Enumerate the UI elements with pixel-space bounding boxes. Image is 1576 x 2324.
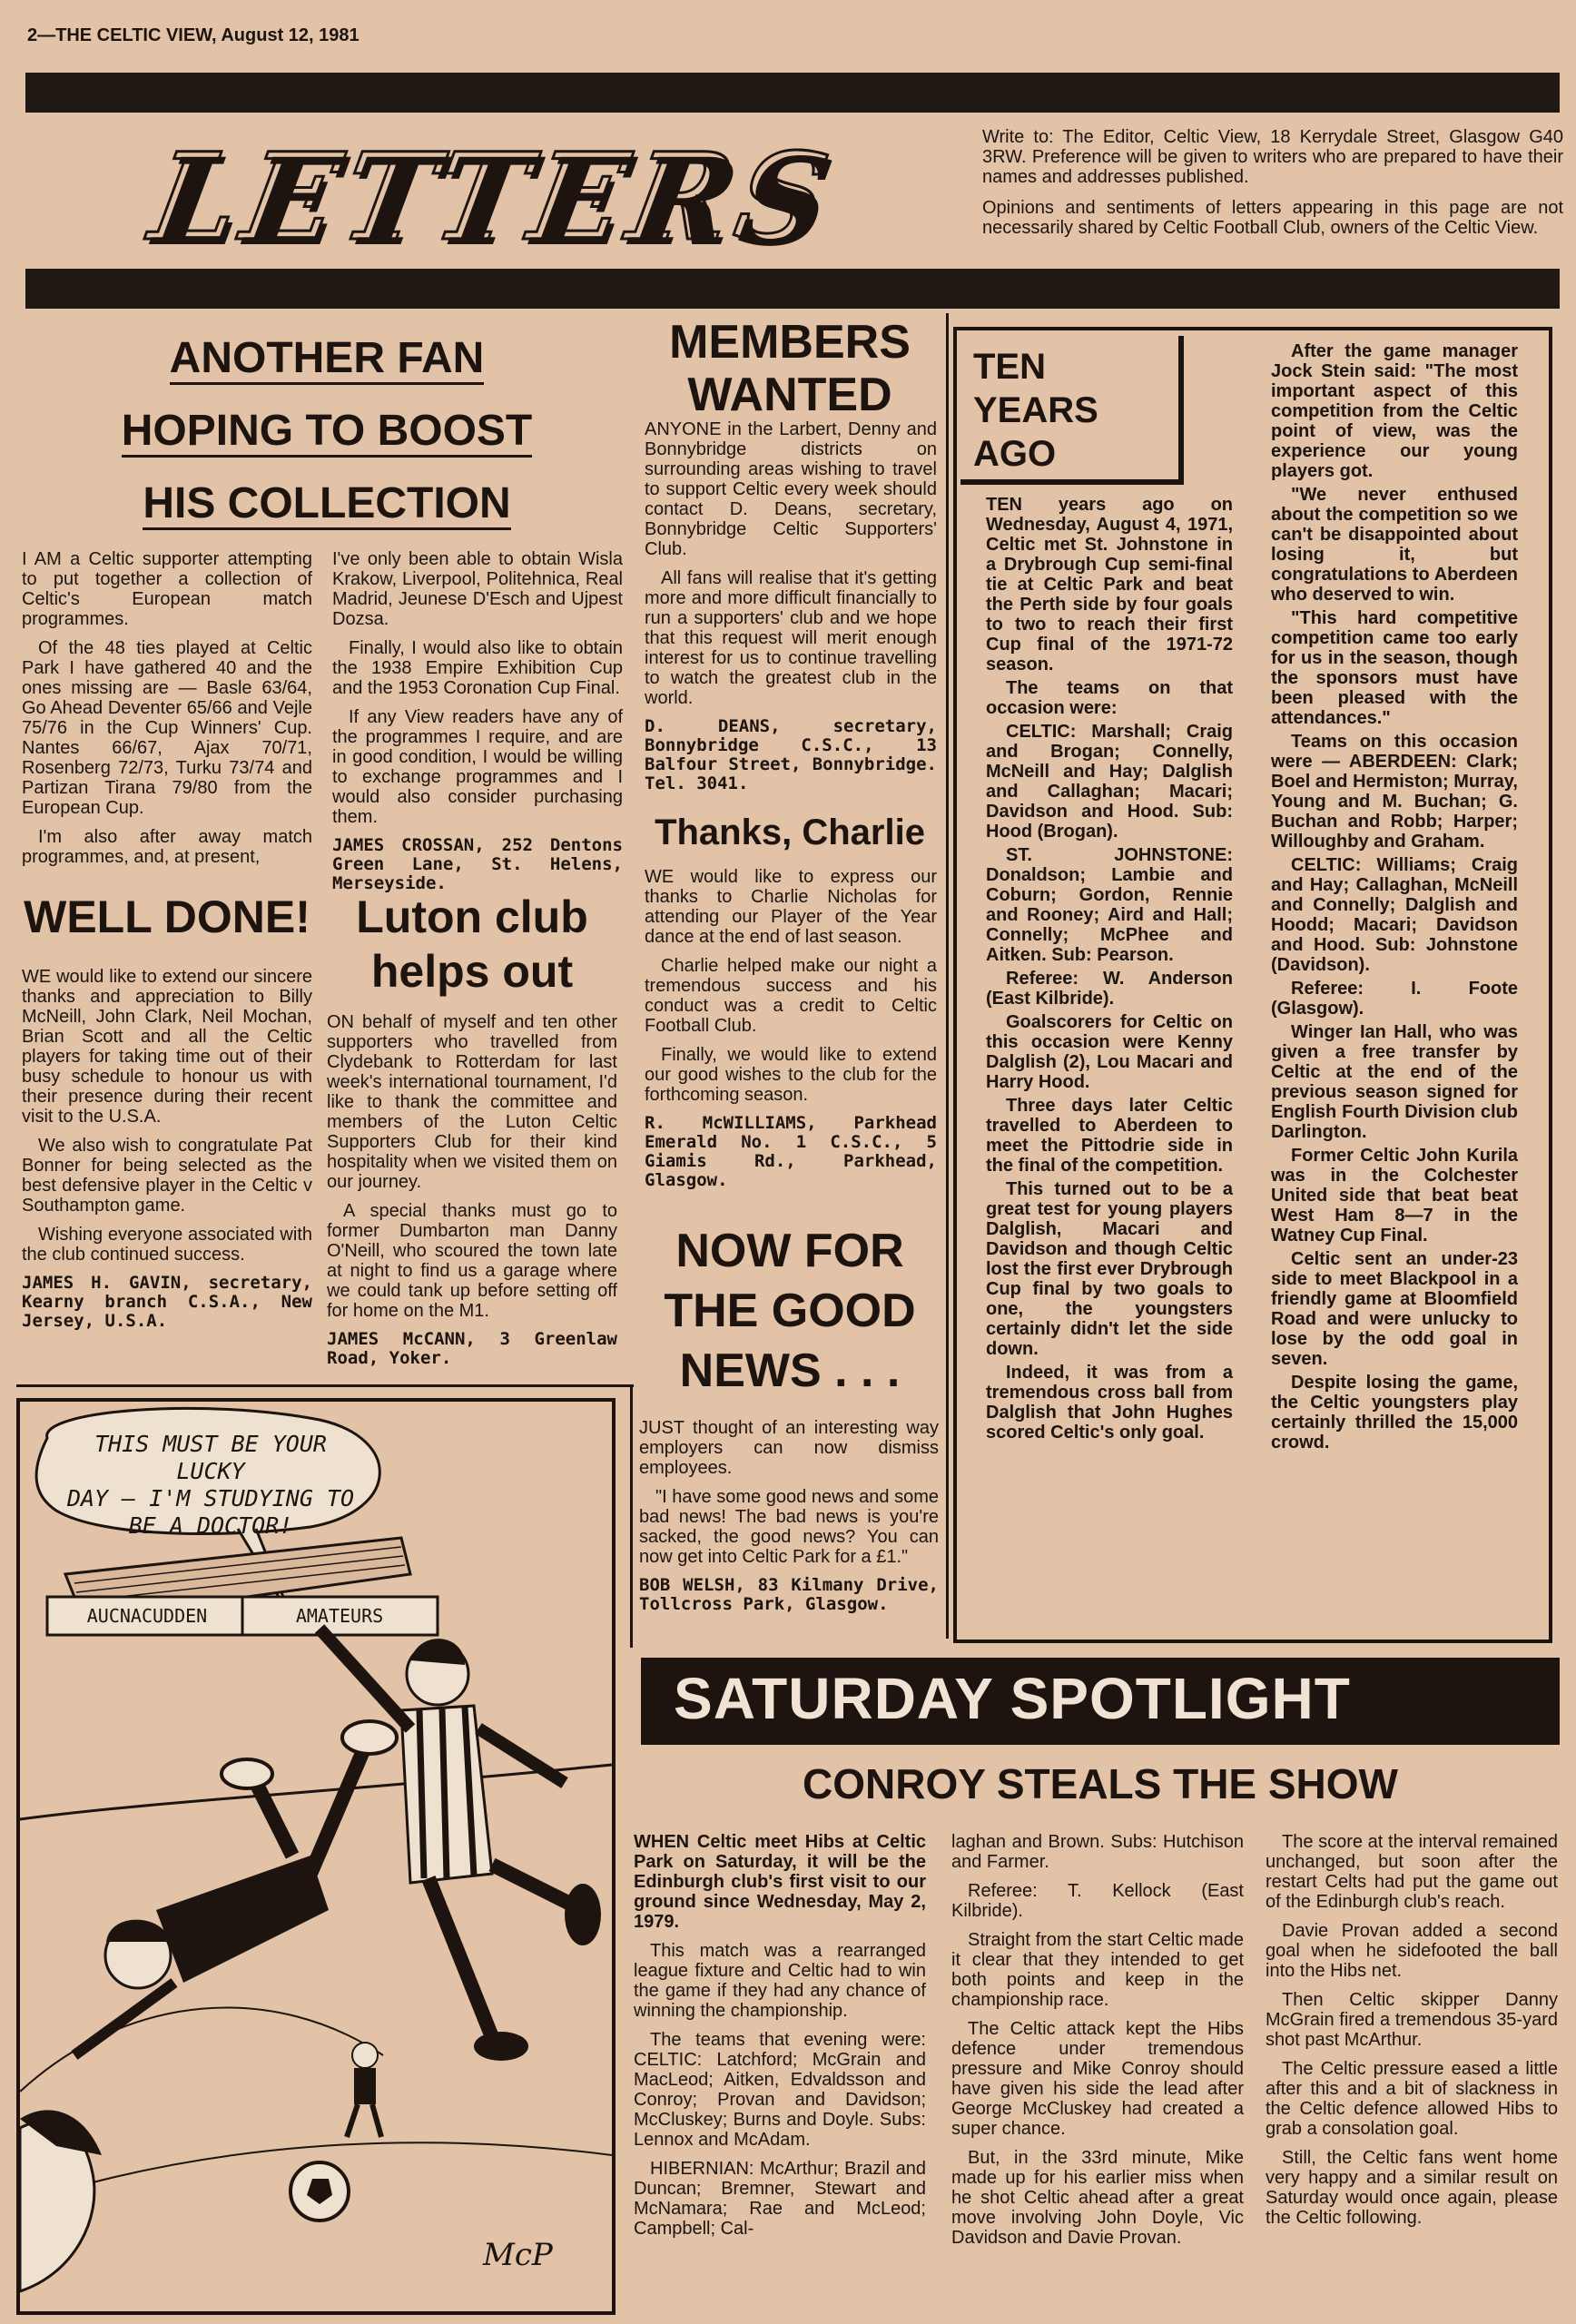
article-paragraph: The score at the interval remained unchanged, but soon after the restart Celts had put the game out of the Edinburgh club's reach. [1266, 1832, 1558, 1912]
fan-headline-line: ANOTHER FAN [170, 334, 485, 385]
article-paragraph: Straight from the start Celtic made it clear that they intended to get both points and keep in the championship race. [951, 1930, 1244, 2010]
letter-paragraph: WE would like to extend our sincere thanks and appreciation to Billy McNeill, John Clark, Neil Mochan, Brian Scott and all the Celtic players for taking time out of their busy schedule to honour us with their presence during their recent visit to the U.S.A. [22, 967, 312, 1127]
spotlight-col3 [1266, 1832, 1558, 2237]
cartoon-speech-line: BE A DOCTOR! [128, 1512, 293, 1539]
letter-paragraph: Of the 48 ties played at Celtic Park I have gathered 40 and the ones missing are — Basle 63/64, Go Ahead Deventer 65/66 and Vejle 75/76 in the Cup Winners' Cup. Nantes 66/67, Ajax 70/71, Rosenberg 72/73, Turku 73/74 and Partizan Tirana 79/80 from the European Cup. [22, 638, 312, 818]
article-paragraph: laghan and Brown. Subs: Hutchison and Farmer. [951, 1832, 1244, 1872]
letter-paragraph: I'm also after away match programmes, and, at present, [22, 827, 312, 867]
feature-paragraph: Goalscorers for Celtic on this occasion were Kenny Dalglish (2), Lou Macari and Harry Hood. [986, 1012, 1233, 1092]
mid-column-divider [630, 1384, 633, 1648]
letter-paragraph: We also wish to congratulate Pat Bonner for being selected as the best defensive player in the Celtic v Southampton game. [22, 1136, 312, 1216]
editor-note [982, 127, 1563, 249]
ten-years-title [973, 345, 1098, 476]
letter-paragraph: Finally, we would like to extend our good wishes to the club for the forthcoming season. [645, 1045, 937, 1105]
ten-years-title-line: TEN [973, 347, 1046, 387]
good-news-letter [639, 1418, 939, 1623]
article-paragraph: HIBERNIAN: McArthur; Brazil and Duncan; Bremner, Stewart and McNamara; Rae and McLeod; Campbell; Cal- [634, 2159, 926, 2239]
ten-years-title-line: YEARS [973, 390, 1098, 430]
feature-paragraph: Winger Ian Hall, who was given a free transfer by Celtic at the end of the previous season signed for English Fourth Division club Darlington. [1271, 1022, 1518, 1142]
letter-paragraph: JUST thought of an interesting way employers can now dismiss employees. [639, 1418, 939, 1478]
fan-letter-col2 [332, 549, 623, 902]
members-letter [645, 419, 937, 803]
letter-paragraph: I've only been able to obtain Wisla Krakow, Liverpool, Politehnica, Real Madrid, Jeunese D'Esch and Ujpest Dozsa. [332, 549, 623, 629]
top-rule-band [25, 73, 1560, 113]
cartoon-speech [56, 1431, 365, 1540]
letter-paragraph: "I have some good news and some bad news! The bad news is you're sacked, the good news? You can now get into Celtic Park for a £1." [639, 1487, 939, 1567]
cartoon-panel [16, 1398, 616, 2315]
feature-paragraph: ST. JOHNSTONE: Donaldson; Lambie and Coburn; Gordon, Rennie and Rooney; Aird and Hall; Connelly; McPhee and Aitken. Sub: Pearson. [986, 845, 1233, 965]
letter-paragraph: Charlie helped make our night a tremendous success and his conduct was a credit to Celtic Football Club. [645, 956, 937, 1036]
spotlight-banner [641, 1658, 1560, 1745]
luton-headline [327, 890, 617, 999]
luton-headline-line: Luton club [356, 891, 588, 942]
good-news-headline-line: NOW FOR [675, 1225, 904, 1277]
feature-paragraph: After the game manager Jock Stein said: "The most important aspect of this competition from the Celtic point of view, was the experience our young players got. [1271, 341, 1518, 481]
good-news-headline-line: NEWS . . . [679, 1344, 901, 1397]
article-paragraph: The teams that evening were: CELTIC: Latchford; McGrain and MacLeod; Aitken, Edvaldsson and Conroy; Provan and Davidson; McCluskey; Burns and Doyle. Subs: Lennox and McAdam. [634, 2030, 926, 2150]
letter-signature: JAMES H. GAVIN, secretary, Kearny branch C.S.A., New Jersey, U.S.A. [22, 1273, 312, 1331]
spotlight-headline: CONROY STEALS THE SHOW [803, 1760, 1398, 1807]
cartoon-board-left: AUCNACUDDEN [86, 1605, 208, 1627]
article-paragraph: Davie Provan added a second goal when he sidefooted the ball into the Hibs net. [1266, 1921, 1558, 1981]
letter-paragraph: All fans will realise that it's getting more and more difficult financially to run a supporters' club and we hope that this request will merit enough interest for us to continue travelling to watch the greatest club in the world. [645, 568, 937, 708]
members-headline-line: WANTED [687, 369, 892, 421]
article-paragraph: The Celtic attack kept the Hibs defence under tremendous pressure and Mike Conroy should have given his side the lead after George McCluskey had created a super chance. [951, 2019, 1244, 2139]
fan-letter-col1 [22, 549, 312, 876]
cartoon-artist-signature: McP [483, 2237, 553, 2273]
cartoon-speech-line: DAY — I'M STUDYING TO [66, 1485, 355, 1512]
feature-paragraph: Teams on this occasion were — ABERDEEN: Clark; Boel and Hermiston; Murray, Young and M. Buchan; G. Buchan and Robb; Harper; Willoughby and Graham. [1271, 732, 1518, 852]
feature-paragraph: CELTIC: Williams; Craig and Hay; Callaghan, McNeill and Connelly; Dalglish and Hoodd; Macari; Davidson and Hood. Sub: Johnstone (Davidson). [1271, 855, 1518, 975]
members-headline-line: MEMBERS [669, 316, 911, 369]
page-folio: 2—THE CELTIC VIEW, August 12, 1981 [27, 25, 360, 45]
spotlight-col1 [634, 1832, 926, 2248]
feature-paragraph: This turned out to be a great test for young players Dalglish, Macari and Davidson and though Celtic lost the first ever Drybrough Cup final by two goals to one, the youngsters certainly didn't let the side down. [986, 1179, 1233, 1359]
editor-note-address: Write to: The Editor, Celtic View, 18 Kerrydale Street, Glasgow G40 3RW. Preference will be given to writers who are prepared to have their names and addresses published. [982, 127, 1563, 187]
article-paragraph: WHEN Celtic meet Hibs at Celtic Park on Saturday, it will be the Edinburgh club's first visit to our ground since Wednesday, May 2, 1979. [634, 1832, 926, 1932]
luton-letter [327, 1012, 617, 1377]
fan-headline-line: HIS COLLECTION [143, 479, 510, 530]
letter-paragraph: If any View readers have any of the programmes I require, and are in good condition, I would be willing to exchange programmes and I would also consider purchasing them. [332, 707, 623, 827]
feature-paragraph: CELTIC: Marshall; Craig and Brogan; Connelly, McNeill and Hay; Dalglish and Callaghan; Macari; Davidson and Hood. Sub: Hood (Brogan). [986, 722, 1233, 842]
feature-paragraph: The teams on that occasion were: [986, 678, 1233, 718]
letter-paragraph: ON behalf of myself and ten other supporters who travelled from Clydebank to Rotterdam for last week's international tournament, I'd like to thank the committee and members of the Luton Celtic Supporters Club for their kind hospitality when we visited them on our journey. [327, 1012, 617, 1192]
feature-paragraph: Despite losing the game, the Celtic youngsters play certainly thrilled the 15,000 crowd. [1271, 1373, 1518, 1452]
letter-signature: JAMES McCANN, 3 Greenlaw Road, Yoker. [327, 1329, 617, 1368]
feature-paragraph: "We never enthused about the competition so we can't be disappointed about losing it, but congratulations to Aberdeen who deserved to win. [1271, 485, 1518, 605]
letter-paragraph: WE would like to express our thanks to Charlie Nicholas for attending our Player of the Year dance at the end of last season. [645, 867, 937, 947]
article-paragraph: Still, the Celtic fans went home very happy and a similar result on Saturday would once again, please the Celtic following. [1266, 2148, 1558, 2228]
charlie-letter [645, 867, 937, 1199]
letter-paragraph: ANYONE in the Larbert, Denny and Bonnybridge districts on surrounding areas wishing to travel to support Celtic every week should contact D. Deans, secretary, Bonnybridge Celtic Supporters' Club. [645, 419, 937, 559]
good-news-headline [635, 1221, 944, 1401]
ten-years-title-line: AGO [973, 434, 1057, 474]
column-divider [946, 313, 949, 1639]
letter-paragraph: I AM a Celtic supporter attempting to put together a collection of Celtic's European match programmes. [22, 549, 312, 629]
title-rule-band [25, 269, 1560, 309]
spotlight-col2 [951, 1832, 1244, 2257]
fan-headline [36, 322, 617, 540]
cartoon-top-rule [16, 1384, 634, 1387]
ten-years-col1 [986, 495, 1233, 1446]
letter-paragraph: Wishing everyone associated with the club continued success. [22, 1225, 312, 1265]
letter-signature: D. DEANS, secretary, Bonnybridge C.S.C., 13 Balfour Street, Bonnybridge. Tel. 3041. [645, 716, 937, 793]
well-done-letter [22, 967, 312, 1340]
feature-paragraph: Referee: I. Foote (Glasgow). [1271, 979, 1518, 1019]
feature-paragraph: Three days later Celtic travelled to Aberdeen to meet the Pittodrie side in the final of the competition. [986, 1096, 1233, 1176]
editor-note-disclaimer: Opinions and sentiments of letters appearing in this page are not necessarily shared by Celtic Football Club, owners of the Celtic View. [982, 198, 1563, 238]
feature-paragraph: "This hard competitive competition came too early for us in the season, though the sponsors must have been pleased with the attendances." [1271, 608, 1518, 728]
cartoon-speech-line: THIS MUST BE YOUR LUCKY [94, 1431, 327, 1484]
luton-headline-line: helps out [370, 946, 574, 997]
article-paragraph: Then Celtic skipper Danny McGrain fired a tremendous 35-yard shot past McArthur. [1266, 1990, 1558, 2050]
article-paragraph: The Celtic pressure eased a little after this and a bit of slackness in the Celtic defence allowed Hibs to grab a consolation goal. [1266, 2059, 1558, 2139]
article-paragraph: But, in the 33rd minute, Mike made up for his earlier miss when he shot Celtic ahead after a great move involving John Doyle, Vic Davidson and Davie Provan. [951, 2148, 1244, 2248]
letter-signature: BOB WELSH, 83 Kilmany Drive, Tollcross Park, Glasgow. [639, 1575, 939, 1614]
cartoon-board-right: AMATEURS [295, 1605, 384, 1627]
ten-years-col2 [1271, 341, 1518, 1456]
letter-paragraph: A special thanks must go to former Dumbarton man Danny O'Neill, who scoured the town late at night to find us a garage where we could tank up before setting off for home on the M1. [327, 1201, 617, 1321]
members-headline [635, 316, 944, 421]
feature-paragraph: Celtic sent an under-23 side to meet Blackpool in a friendly game at Bloomfield Road and were unlucky to lose by the odd goal in seven. [1271, 1249, 1518, 1369]
feature-paragraph: Indeed, it was from a tremendous cross ball from Dalglish that John Hughes scored Celtic's only goal. [986, 1363, 1233, 1443]
article-paragraph: This match was a rearranged league fixture and Celtic had to win the game if they had any chance of winning the championship. [634, 1941, 926, 2021]
good-news-headline-line: THE GOOD [664, 1285, 916, 1337]
article-paragraph: Referee: T. Kellock (East Kilbride). [951, 1881, 1244, 1921]
fan-headline-line: HOPING TO BOOST [122, 407, 532, 458]
charlie-headline: Thanks, Charlie [655, 812, 925, 852]
feature-paragraph: Referee: W. Anderson (East Kilbride). [986, 969, 1233, 1009]
letter-signature: JAMES CROSSAN, 252 Dentons Green Lane, St. Helens, Merseyside. [332, 835, 623, 893]
letter-signature: R. McWILLIAMS, Parkhead Emerald No. 1 C.S.C., 5 Giamis Rd., Parkhead, Glasgow. [645, 1113, 937, 1190]
feature-paragraph: TEN years ago on Wednesday, August 4, 1971, Celtic met St. Johnstone in a Drybrough Cup semi-final tie at Celtic Park and beat the Perth side by four goals to two to reach their first Cup final of the 1971-72 season. [986, 495, 1233, 675]
feature-paragraph: Former Celtic John Kurila was in the Colchester United side that beat beat West Ham 8—7 in the Watney Cup Final. [1271, 1146, 1518, 1246]
well-done-headline: WELL DONE! [24, 891, 310, 942]
section-title: LETTERS [142, 127, 845, 268]
spotlight-banner-text: SATURDAY SPOTLIGHT [674, 1666, 1351, 1731]
letter-paragraph: Finally, I would also like to obtain the 1938 Empire Exhibition Cup and the 1953 Coronation Cup Final. [332, 638, 623, 698]
